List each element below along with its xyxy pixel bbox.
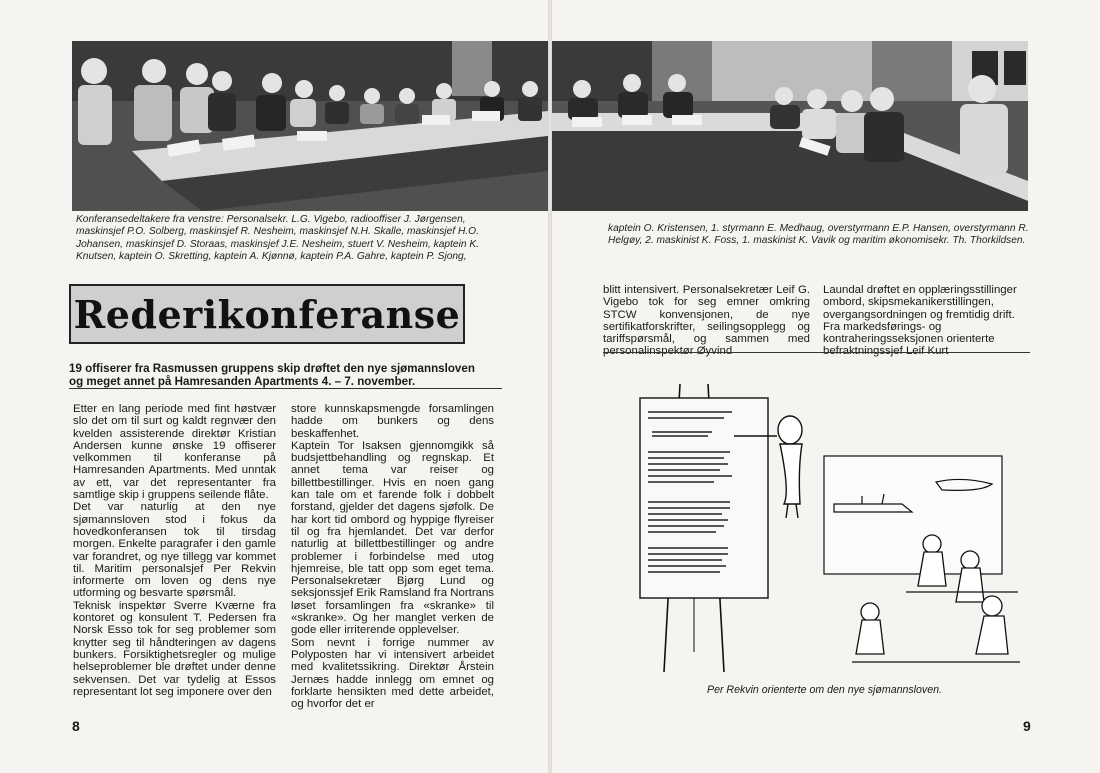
page-number-right: 9 — [1023, 718, 1031, 734]
article-title: Rederikonferanse — [73, 292, 461, 337]
photo-caption-left: Konferansedeltakere fra venstre: Personalsekr. L.G. Vigebo, radiooffiser J. Jørgensen, maskinsjef P.O. Solberg, maskinsjef R. Nesheim, maskinsjef N.H. Skalle, maskinsjef H.O. Johansen, maskinsjef D. Storaas, maskinsjef J.E. Nesheim, stuert V. Nesheim, kaptein K. Knutsen, kaptein O. Skretting, kaptein A. Kjønnø, kaptein P.A. Gahre, kaptein P. Sjong, — [76, 214, 479, 262]
article-column-2: store kunnskapsmengde forsamlingen hadde om bunkers og dens beskaffenhet. Kaptein Tor Isaksen gjennomgikk så budsjettbehandling og regnskap. Et annet tema var reiser og billettbestillinger. Hvis en noen gang kan tale om et farende folk i dobbelt forstand, gjelder det dagens sjøfolk. De har kort tid ombord og hyppige flyreiser til og fra hjemlandet. Det var derfor naturlig at billettbestillinger og andre problemer i forbindelse med utog hjemreise, ble tatt opp som eget tema. Personalsekretær Bjørg Lund og seksjonssjef Erik Ramsland fra Nortrans løset forsamlingen fra «skranke» til «skranke». Og her manglet verken de gode eller irriterende opplevelser. Som nevnt i forrige nummer av Polyposten har vi intensivert arbeidet med kvalitetssikring. Direktør Årstein Jernæs hadde innlegg om emnet og forklarte hensikten med dette arbeidet, og hvorfor det er — [291, 403, 494, 711]
conference-photo-right — [552, 41, 1028, 211]
column-divider-right — [603, 352, 1030, 353]
article-column-1: Etter en lang periode med fint høstvær slo det om til surt og kaldt regnvær den kvelden assisterende direktør Kristian Andersen kunne ønske 19 offiserer velkommen til konferanse på Hamresanden Apartments. Med unntak av ett, var det representanter fra samtlige skip i gruppens seilende flåte. Det var naturlig at den nye sjømannsloven stod i fokus da hovedkonferansen tok til tirsdag morgen. Enkelte paragrafer i den gamle var forandret, og nye tillegg var kommet til. Maritim personalsjef Per Rekvin informerte om loven og dens nye utforming og besvarte spørsmål. Teknisk inspektør Sverre Kværne fra kontoret og konsulent T. Pedersen fra Norsk Esso tok for seg problemer som knytter seg til håndteringen av dagens bunkers. Forsiktighetsregler og mulige helseproblemer ble drøftet under denne sekvensen. Det var tydelig at Essos representant lot seg imponere over den — [73, 403, 276, 698]
article-column-3: blitt intensivert. Personalsekretær Leif G. Vigebo tok for seg emner omkring STCW konvensjonen, de nye sertifikatforskrifter, seilingsopplegg og tariffspørsmål, og sammen med personalinspektør Øyvind — [603, 284, 810, 358]
photo-caption-right: kaptein O. Kristensen, 1. styrmann E. Medhaug, overstyrmann E.P. Hansen, overstyrmann R. Helgøy, 2. maskinist K. Foss, 1. maskinist K. Vavik og maritim økonomisekr. Th. Thorkildsen. — [608, 223, 1029, 247]
article-lead: 19 offiserer fra Rasmussen gruppens skip drøftet den nye sjømannsloven og meget annet på Hamresanden Apartments 4. – 7. november. — [69, 362, 475, 388]
cartoon-illustration — [612, 372, 1032, 677]
left-page — [0, 0, 548, 773]
article-column-4: Laundal drøftet en opplæringsstillinger ombord, skipsmekanikerstillingen, overgangsordningen og fremtidig drift. Fra markedsførings- og kontraheringsseksjonen orienterte befraktningssjef Leif Kurt — [823, 284, 1017, 358]
page-number-left: 8 — [72, 718, 80, 734]
lead-divider — [69, 388, 502, 389]
article-title-box — [69, 284, 465, 344]
conference-photo-left — [72, 41, 548, 211]
cartoon-caption: Per Rekvin orienterte om den nye sjømannsloven. — [707, 684, 942, 696]
